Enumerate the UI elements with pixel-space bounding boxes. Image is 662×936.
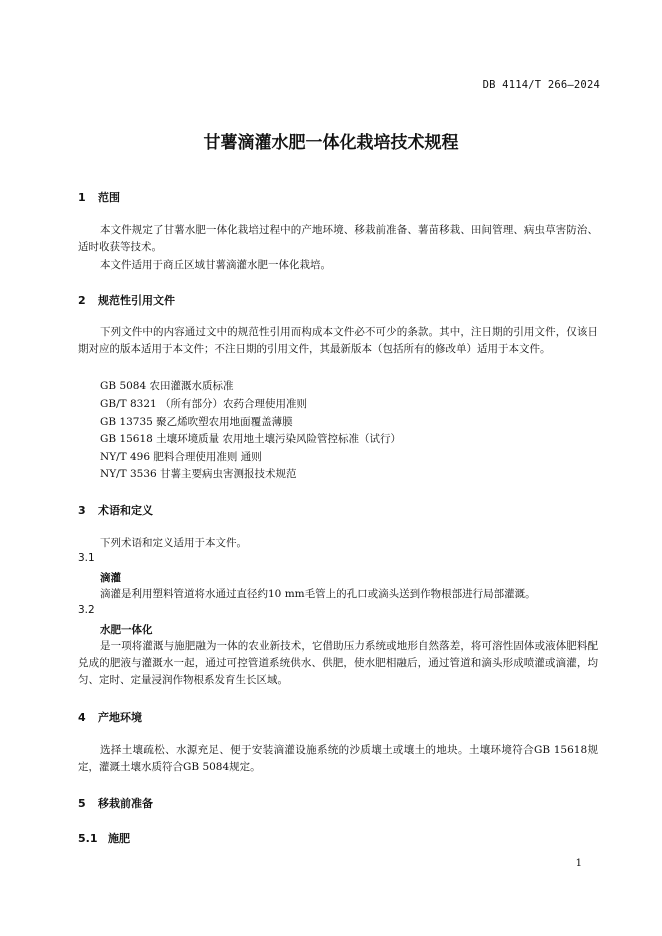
section-1-heading [78, 189, 120, 205]
reference-item: GB 15618 土壤环境质量 农用地土壤污染风险管控标准（试行） [100, 433, 402, 445]
section-title: 产地环境 [98, 711, 142, 724]
term-number: 3.1 [78, 552, 95, 564]
section-number: 1 [78, 191, 86, 204]
section-number: 4 [78, 711, 86, 724]
section-1-paragraph-2: 本文件适用于商丘区域甘薯滴灌水肥一体化栽培。 [100, 259, 331, 271]
reference-item: GB 13735 聚乙烯吹塑农用地面覆盖薄膜 [100, 416, 293, 428]
section-2-paragraph-1: 下列文件中的内容通过文中的规范性引用而构成本文件必不可少的条款。其中，注日期的引用文件，仅该日期对应的版本适用于本文件；不注日期的引用文件，其最新版本（包括所有的修改单）适用于本文件。 [78, 326, 598, 355]
section-number: 3 [78, 504, 86, 517]
section-title: 施肥 [108, 832, 130, 845]
term-title: 水肥一体化 [100, 624, 153, 636]
page-title: 甘薯滴灌水肥一体化栽培技术规程 [203, 133, 459, 153]
section-title: 规范性引用文件 [98, 294, 175, 307]
subsection-5-1-heading [78, 830, 130, 846]
term-definition: 滴灌是利用塑料管道将水通过直径约10 mm毛管上的孔口或滴头送到作物根部进行局部灌溉。 [100, 588, 536, 600]
section-title: 移栽前准备 [98, 797, 153, 810]
document-code: DB 4114/T 266—2024 [482, 79, 600, 91]
section-5-heading [78, 795, 153, 811]
page-number: 1 [575, 858, 582, 869]
section-1-paragraph-1: 本文件规定了甘薯水肥一体化栽培过程中的产地环境、移栽前准备、薯苗移栽、田间管理、病虫草害防治、适时收获等技术。 [78, 224, 598, 253]
section-4-heading [78, 709, 142, 725]
term-definition: 是一项将灌溉与施肥融为一体的农业新技术，它借助压力系统或地形自然落差，将可溶性固体或液体肥料配兑成的肥液与灌溉水一起，通过可控管道系统供水、供肥，使水肥相融后，通过管道和滴头形成喷灌或滴灌，均匀、定时、定量浸润作物根系发育生长区域。 [78, 640, 598, 686]
reference-item: NY/T 496 肥料合理使用准则 通则 [100, 451, 262, 463]
reference-item: GB/T 8321 （所有部分）农药合理使用准则 [100, 398, 308, 410]
section-title: 范围 [98, 191, 120, 204]
section-number: 2 [78, 294, 86, 307]
section-2-heading [78, 292, 175, 308]
section-number: 5.1 [78, 832, 98, 845]
term-number: 3.2 [78, 604, 95, 616]
reference-item: GB 5084 农田灌溉水质标准 [100, 380, 234, 392]
section-3-heading [78, 502, 153, 518]
section-4-paragraph-1: 选择土壤疏松、水源充足、便于安装滴灌设施系统的沙质壤土或壤土的地块。土壤环境符合GB 15618规定，灌溉土壤水质符合GB 5084规定。 [78, 744, 598, 773]
section-3-paragraph-1: 下列术语和定义适用于本文件。 [100, 537, 247, 549]
section-title: 术语和定义 [98, 504, 153, 517]
section-number: 5 [78, 797, 86, 810]
reference-item: NY/T 3536 甘薯主要病虫害测报技术规范 [100, 468, 297, 480]
term-title: 滴灌 [100, 572, 121, 584]
